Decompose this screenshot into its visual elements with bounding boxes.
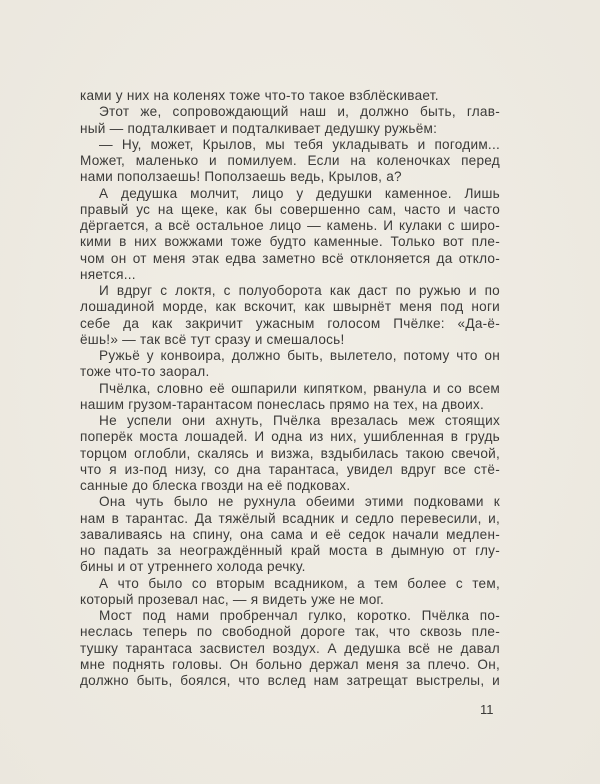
text-line: няется...	[80, 266, 136, 282]
body-text	[80, 88, 500, 689]
text-line: Она чуть было не рухнула обеими этими подковами к	[99, 494, 500, 510]
paragraph	[80, 137, 500, 186]
text-line: Может, маленько и помилуем. Если на коленочках перед	[80, 153, 500, 168]
paragraph	[80, 186, 500, 284]
text-line: нами поползаешь! Поползаешь ведь, Крылов, а?	[80, 169, 402, 185]
paragraph	[80, 283, 500, 348]
text-line: тушку тарантаса засвистел воздух. А дедушка всё не давал	[80, 640, 500, 656]
text-line: тоже что-то заорал.	[80, 364, 210, 380]
paragraph	[80, 88, 500, 104]
paragraph	[80, 381, 500, 414]
text-line: И вдруг с локтя, с полуоборота как даст по ружью и по	[99, 283, 500, 298]
text-line: А что было со вторым всадником, а тем более с тем,	[99, 575, 500, 591]
text-line: торцом оглобли, скалясь и визжа, вздыбилась такою свечой,	[80, 445, 500, 461]
text-line: ный — подталкивает и подталкивает дедушку ружьём:	[80, 120, 438, 136]
paragraph	[80, 104, 500, 137]
paragraph	[80, 576, 500, 609]
text-line: ёшь!» — так всё тут сразу и смешалось!	[80, 331, 345, 347]
text-line: но падать за неограждённый край моста в дымную от глу-	[80, 543, 500, 558]
text-line: Мост под нами пробренчал гулко, коротко. Пчёлка по-	[99, 608, 500, 623]
text-line: — Ну, может, Крылов, мы тебя укладывать и погодим...	[99, 136, 500, 152]
text-line: поперёк моста лошадей. И одна из них, ушибленная в грудь	[80, 429, 500, 445]
text-line: нам в тарантас. Да тяжёлый всадник и седло перевесили, и,	[80, 510, 500, 526]
text-line: который прозевал нас, — я видеть уже не мог.	[80, 591, 385, 607]
text-line: нашим грузом-тарантасом понеслась прямо на тех, на двоих.	[80, 396, 484, 412]
text-line: Не успели они ахнуть, Пчёлка врезалась меж стоящих	[99, 413, 500, 428]
text-line: правый ус на щеке, как бы совершенно сам, часто и часто	[80, 201, 500, 217]
text-line: дёргается, а всё остальное лицо — камень. И кулаки с широ-	[80, 218, 500, 233]
text-line: Пчёлка, словно её ошпарили кипятком, рванула и со всем	[99, 380, 500, 396]
text-line: что я из-под низу, со дна тарантаса, увидел вдруг все стё-	[80, 461, 500, 477]
text-line: бины и от утреннего холода речку.	[80, 559, 306, 575]
text-line: Ружьё у конвоира, должно быть, вылетело, потому что он	[99, 348, 500, 363]
text-line: должно быть, боялся, что вслед нам затрещат выстрелы, и	[80, 673, 500, 688]
page-number: 11	[480, 702, 494, 717]
text-line: кими в них вожжами тоже будто каменные. Только вот пле-	[80, 234, 500, 250]
text-line: Этот же, сопровождающий наш и, должно быть, глав-	[99, 104, 500, 120]
text-line: неслась теперь по свободной дороге так, что сквозь пле-	[80, 624, 500, 640]
text-line: себе да как закричит ужасным голосом Пчёлке: «Да-ё-	[80, 315, 500, 331]
paragraph	[80, 494, 500, 575]
text-line: ками у них на коленях тоже что-то такое взблёскивает.	[80, 88, 439, 103]
text-line: чом он от меня этак едва заметно всё отклоняется да откло-	[80, 250, 500, 266]
text-line: заваливаясь на спину, она сама и её седок начали медлен-	[80, 526, 500, 542]
text-line: санные до блеска гвозди на её подковах.	[80, 478, 351, 493]
paragraph	[80, 413, 500, 494]
text-line: лошадиной морде, как вскочит, как швырнёт меня под ноги	[80, 299, 500, 315]
paragraph	[80, 348, 500, 381]
text-line: А дедушка молчит, лицо у дедушки каменное. Лишь	[99, 185, 500, 201]
paragraph	[80, 608, 500, 689]
text-line: мне поднять головы. Он больно держал меня за плечо. Он,	[80, 656, 500, 672]
